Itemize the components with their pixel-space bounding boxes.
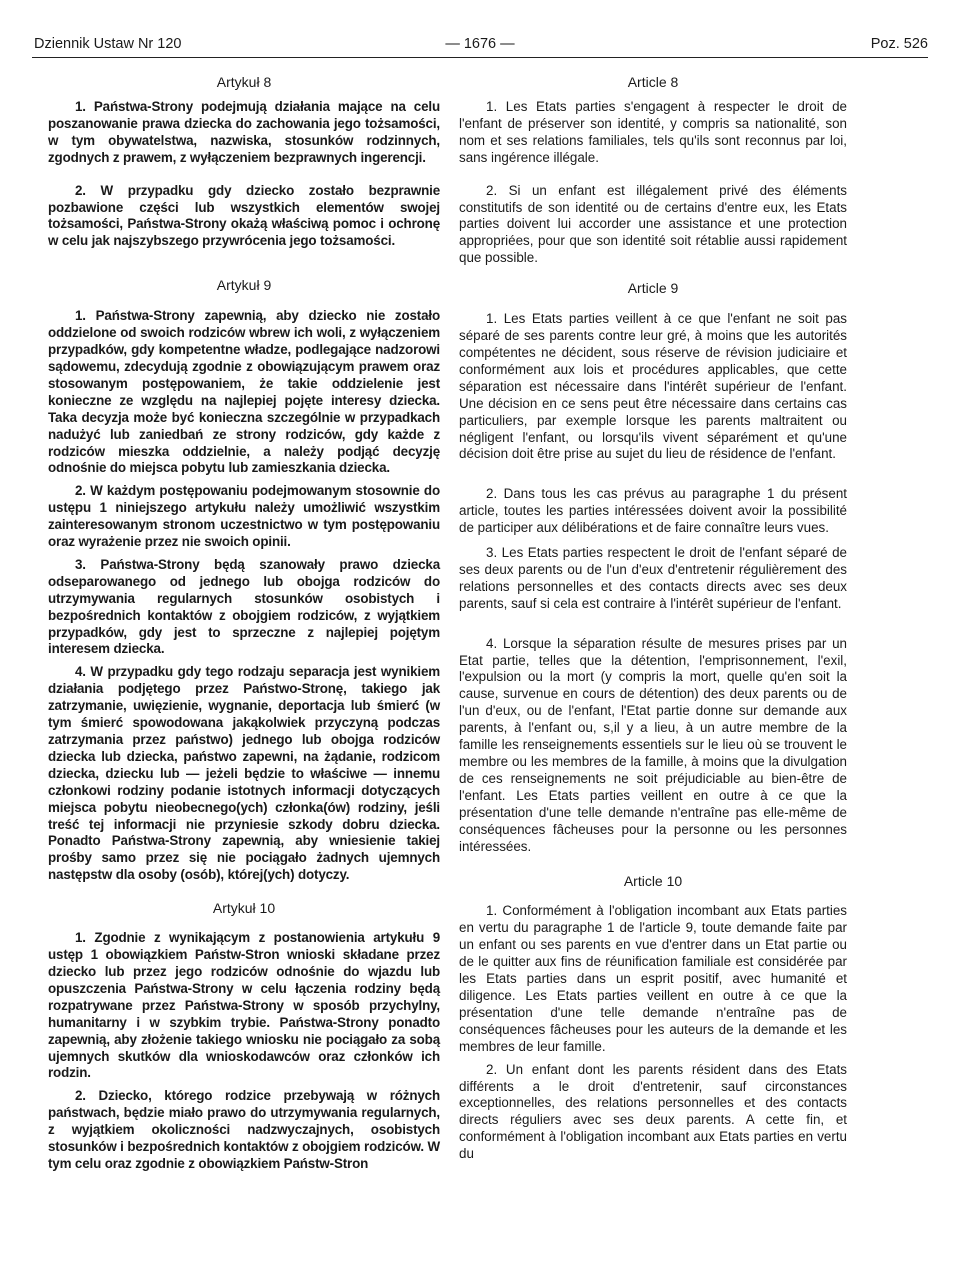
journal-title: Dziennik Ustaw Nr 120 <box>34 36 182 52</box>
page-number: — 1676 — <box>445 36 515 52</box>
art8-heading-fr: Article 8 <box>627 74 679 90</box>
art10-heading-fr: Article 10 <box>623 873 683 890</box>
header-rule <box>32 57 928 58</box>
art10-paragraph-2-fr: 2. Un enfant dont les parents résident dans des Etats différents a le droit d'entretenir, sauf circonstances exceptionnelles, des relations personnelles et des contacts directs réguliers avec ses deux parents. A cette fin, et conformément à l'obligation incombant aux Etats parties en vertu du <box>459 1061 847 1162</box>
art8-paragraph-1-pl: 1. Państwa-Strony podejmują działania mające na celu poszanowanie prawa dziecka do zachowania jego tożsamości, w tym obywatelstwa, nazwiska, stosunków rodzinnych, zgodnych z prawem, z wyłączeniem bezprawnych ingerencji. <box>48 99 440 165</box>
art9-paragraph-3-pl: 3. Państwa-Strony będą szanowały prawo dziecka odseparowanego od jednego lub obojga rodziców do utrzymywania regularnych stosunków osobistych i bezpośrednich kontaktów z obojgiem rodziców, z wyjątkiem przypadków, gdy jest to sprzeczne z najlepiej pojętym interesem dziecka. <box>48 556 440 657</box>
art10-paragraph-2-pl: 2. Dziecko, którego rodzice przebywają w różnych państwach, będzie miało prawo do utrzymywania regularnych, z wyjątkiem okoliczności nadzwyczajnych, osobistych stosunków i bezpośrednich kontaktów z obojgiem rodziców. W tym celu oraz zgodnie z obowiązkiem Państw-Stron <box>48 1088 440 1171</box>
art9-heading-pl: Artykuł 9 <box>216 277 272 294</box>
art8-paragraph-2-pl: 2. W przypadku gdy dziecko zostało bezprawnie pozbawione części lub wszystkich elementów swojej tożsamości, Państwa-Strony okażą właściwą pomoc i ochronę w celu jak najszybszego przywrócenia jego tożsamości. <box>48 182 440 249</box>
art8-heading-pl: Artykuł 8 <box>216 74 272 90</box>
art9-paragraph-3-fr: 3. Les Etats parties respectent le droit de l'enfant séparé de ses deux parents ou de l'un d'eux d'entretenir régulièrement des relations personnelles et des contacts directs avec ses deux parents, sauf si cela est contraire à l'intérêt supérieur de l'enfant. <box>459 545 847 611</box>
page-header <box>32 36 928 56</box>
art9-heading-fr: Article 9 <box>627 280 679 297</box>
art9-paragraph-2-fr: 2. Dans tous les cas prévus au paragraphe 1 du présent article, toutes les parties intéressées doivent avoir la possibilité de participer aux délibérations et de faire connaître leurs vues. <box>459 486 847 536</box>
polish-column <box>48 72 440 1173</box>
art9-paragraph-1-fr: 1. Les Etats parties veillent à ce que l'enfant ne soit pas séparé de ses parents contre leur gré, à moins que les autorités compétentes ne décident, sous réserve de révision judiciaire et conformément aux lois et procédures applicables, que cette séparation est nécessaire dans l'intérêt supérieur de l'enfant. Une décision en ce sens peut être nécessaire dans certains cas particuliers, par exemple lorsque les parents maltraitent ou négligent l'enfant, ou lorsqu'ils vivent séparément et qu'une décision doit être prise au sujet du lieu de résidence de l'enfant. <box>459 311 847 462</box>
art9-paragraph-4-pl: 4. W przypadku gdy tego rodzaju separacja jest wynikiem działania podjętego przez Państwo-Stronę, takiego jak zatrzymanie, uwięzienie, wygnanie, deportacja lub śmierć (w tym śmierć spowodowana jakąkolwiek przyczyną podczas zatrzymania przez państwo) jednego lub obojga rodziców dziecka lub dziecka, państwo zapewni, na żądanie, rodzicom dziecka, dziecku lub — jeżeli będzie to właściwe — innemu członkowi rodziny podanie istotnych informacji dotyczących miejsca pobytu nieobecnego(ych) członka(ów) rodziny, jeśli treść tej informacji nie przyniesie szkody dobru dziecka. Ponadto Państwa-Strony zapewnią, aby wniesienie takiej prośby samo przez się nie pociągało żadnych ujemnych następstw dla osoby (osób), której(ych) dotyczy. <box>48 664 440 883</box>
art9-paragraph-4-fr: 4. Lorsque la séparation résulte de mesures prises par un Etat partie, telles que la détention, l'emprisonnement, l'exil, l'expulsion ou la mort (y compris la mort, quelle qu'en soit la cause, survenue en cours de détention) des deux parents ou de l'un d'eux, ou de l'enfant, l'Etat partie donne sur demande aux parents, à l'enfant ou, s,il y a lieu, à un autre membre de la famille les renseignements essentiels sur le lieu où se trouvent le membre ou les membres de la famille, à moins que la divulgation de ces renseignements ne soit préjudiciable au bien-être de l'enfant. Les Etats parties veillent en outre à ce que la présentation d'une telle demande n'entraîne pas elle-même de conséquences fâcheuses pour la personne ou les personnes intéressées. <box>459 635 847 854</box>
french-column <box>459 72 847 1163</box>
art10-heading-pl: Artykuł 10 <box>212 900 276 917</box>
art8-paragraph-1-fr: 1. Les Etats parties s'engagent à respecter le droit de l'enfant de préserver son identité, y compris sa nationalité, son nom et ses relations familiales, tels qu'ils sont reconnus par loi, sans ingérence illégale. <box>459 99 847 165</box>
position-number: Poz. 526 <box>870 36 928 52</box>
art9-paragraph-2-pl: 2. W każdym postępowaniu podejmowanym stosownie do ustępu 1 niniejszego artykułu należy umożliwić wszystkim zainteresowanym stronom uczestnictwo w tym postępowaniu oraz wyrażenie przez nie swoich opinii. <box>48 483 440 550</box>
art10-paragraph-1-pl: 1. Zgodnie z wynikającym z postanowienia artykułu 9 ustęp 1 obowiązkiem Państw-Stron wnioski składane przez dziecko lub przez jego rodziców odnośnie do wjazdu lub opuszczenia Państwa-Strony w celu łączenia rodziny będą rozpatrywane przez Państwa-Strony w sposób przychylny, humanitarny i w szybkim trybie. Państwa-Strony ponadto zapewnią, aby złożenie takiego wniosku nie pociągało za sobą ujemnych skutków dla wnioskodawców oraz członków ich rodzin. <box>48 930 440 1081</box>
art9-paragraph-1-pl: 1. Państwa-Strony zapewnią, aby dziecko nie zostało oddzielone od swoich rodziców wbrew ich woli, z wyłączeniem przypadków, gdy kompetentne władze, podlegające nadzorowi sądowemu, zdecydują zgodnie z obowiązującym prawem oraz stosowanym postępowaniem, że takie oddzielenie jest konieczne ze względu na najlepiej pojęte interesy dziecka. Taka decyzja może być konieczna szczególnie w przypadkach nadużyć lub zaniedbań ze strony rodziców, gdy każde z rodziców mieszka oddzielnie, a należy podjąć decyzję odnośnie do miejsca pobytu lub zamieszkania dziecka. <box>48 308 440 476</box>
art10-paragraph-1-fr: 1. Conformément à l'obligation incombant aux Etats parties en vertu du paragraphe 1 de l'article 9, toute demande faite par un enfant ou ses parents en vue d'entrer dans un Etat partie ou de le quitter aux fins de réunification familiale est considérée par les Etats parties dans un esprit positif, avec humanité et diligence. Les Etats parties veillent en outre à ce que la présentation d'une telle demande n'entraîne pas de conséquences fâcheuses pour les auteurs de la demande et les membres de leur famille. <box>459 903 847 1054</box>
art8-paragraph-2-fr: 2. Si un enfant est illégalement privé des éléments constitutifs de son identité ou de certains d'entre eux, les Etats parties doivent lui accorder une assistance et une protection appropriées, pour que son identité soit rétablie aussi rapidement que possible. <box>459 182 847 266</box>
